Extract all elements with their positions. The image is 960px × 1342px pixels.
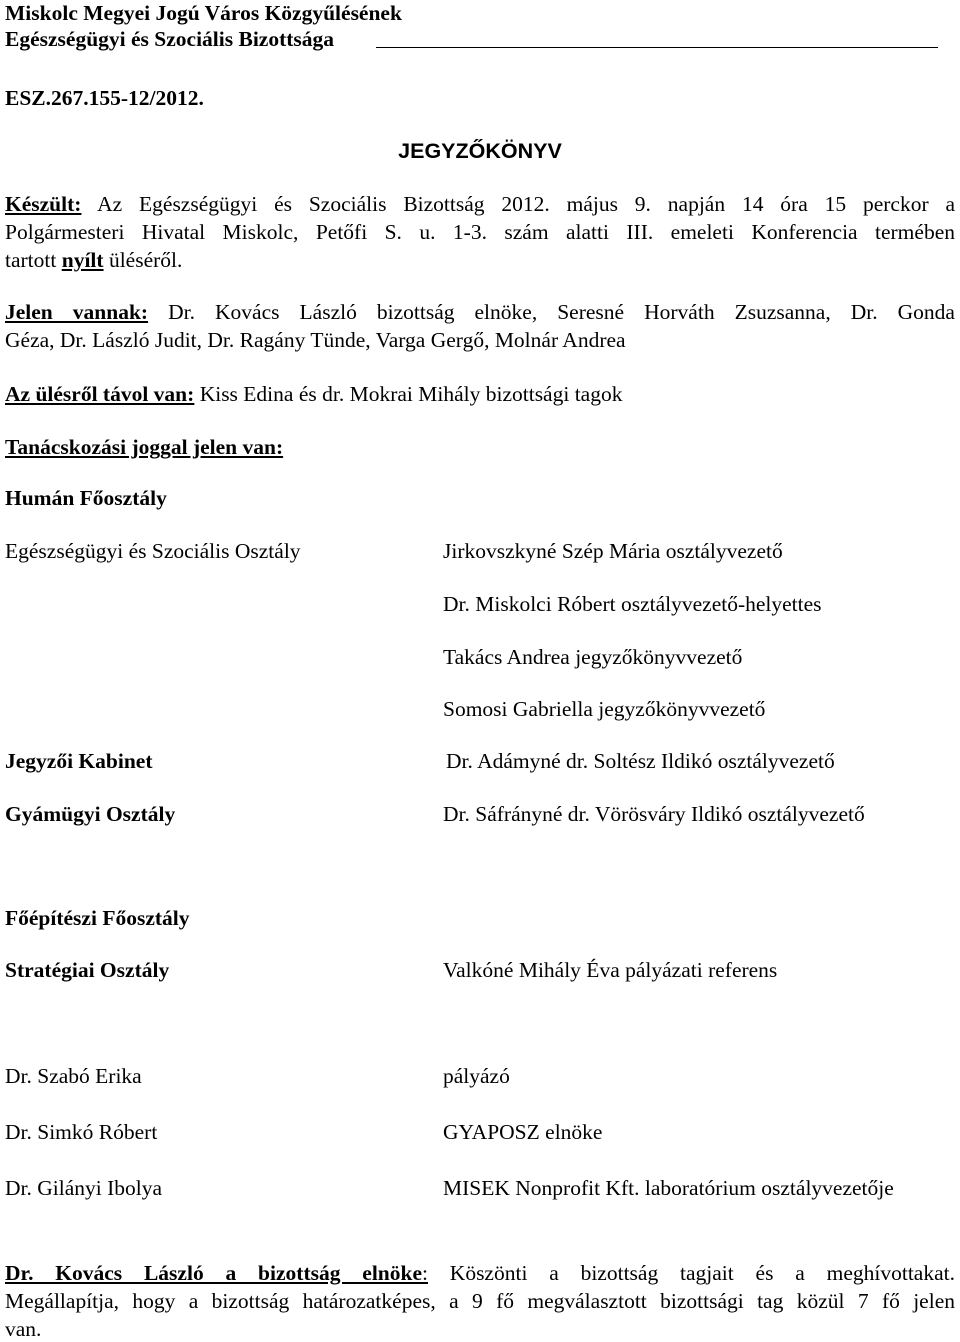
reference-number: ESZ.267.155-12/2012. — [5, 86, 204, 110]
org-line-1: Miskolc Megyei Jogú Város Közgyűlésének — [5, 1, 402, 25]
dept-health-social: Egészségügyi és Szociális Osztály — [5, 539, 301, 563]
intro-line-3 — [5, 247, 182, 273]
guest-role-3: MISEK Nonprofit Kft. laboratórium osztályvezetője — [443, 1176, 894, 1200]
absent-label: Az ülésről távol van: — [5, 382, 195, 406]
speaker-colon: : — [422, 1261, 428, 1285]
official-5: Dr. Adámyné dr. Soltész Ildikó osztályvezető — [446, 749, 835, 773]
absent-line — [5, 381, 622, 407]
intro-text-3a: tartott — [5, 248, 62, 272]
official-6: Dr. Sáfrányné dr. Vörösváry Ildikó osztályvezető — [443, 802, 865, 826]
present-label: Jelen vannak: — [5, 300, 149, 324]
intro-text-1: Az Egészségügyi és Szociális Bizottság 2012. május 9. napján 14 óra 15 perckor a — [81, 192, 955, 216]
official-1: Jirkovszkyné Szép Mária osztályvezető — [443, 539, 783, 563]
present-line-1 — [5, 299, 955, 325]
organization-name — [5, 0, 402, 52]
guest-name-2: Dr. Simkó Róbert — [5, 1120, 158, 1144]
session-type: nyílt — [61, 248, 104, 272]
intro-line-1 — [5, 191, 955, 217]
intro-line-2: Polgármesteri Hivatal Miskolc, Petőfi S. u. 1-3. szám alatti III. emeleti Konferencia termében — [5, 220, 955, 244]
official-7: Valkóné Mihály Éva pályázati referens — [443, 958, 778, 982]
guest-name-1: Dr. Szabó Erika — [5, 1064, 142, 1088]
dept-human: Humán Főosztály — [5, 486, 167, 510]
org-line-2: Egészségügyi és Szociális Bizottsága — [5, 27, 335, 51]
advisory-label: Tanácskozási joggal jelen van: — [5, 435, 284, 459]
header-underline — [376, 47, 938, 48]
official-4: Somosi Gabriella jegyzőkönyvvezető — [443, 697, 766, 721]
intro-label: Készült: — [5, 192, 82, 216]
present-line-2: Géza, Dr. László Judit, Dr. Ragány Tünde, Varga Gergő, Molnár Andrea — [5, 328, 626, 352]
intro-text-3b: üléséről. — [103, 248, 183, 272]
dept-chief-architect: Főépítészi Főosztály — [5, 906, 190, 930]
official-3: Takács Andrea jegyzőkönyvvezető — [443, 645, 743, 669]
opening-line-1 — [5, 1260, 955, 1286]
dept-strategic: Stratégiai Osztály — [5, 958, 170, 982]
opening-line-2: Megállapítja, hogy a bizottság határozatképes, a 9 fő megválasztott bizottsági tag közül 7 fő jelen — [5, 1289, 955, 1313]
chair-speaker: Dr. Kovács László a bizottság elnöke — [5, 1261, 422, 1285]
guest-role-2: GYAPOSZ elnöke — [443, 1120, 603, 1144]
guest-name-3: Dr. Gilányi Ibolya — [5, 1176, 163, 1200]
guest-role-1: pályázó — [443, 1064, 510, 1088]
document-title: JEGYZŐKÖNYV — [398, 139, 562, 163]
opening-line-3: van. — [5, 1317, 42, 1341]
official-2: Dr. Miskolci Róbert osztályvezető-helyettes — [443, 592, 822, 616]
opening-text-1: Köszönti a bizottság tagjait és a meghívottakat. — [427, 1261, 955, 1285]
absent-text: Kiss Edina és dr. Mokrai Mihály bizottsági tagok — [194, 382, 623, 406]
present-text-1: Dr. Kovács László bizottság elnöke, Seresné Horváth Zsuzsanna, Dr. Gonda — [148, 300, 955, 324]
dept-notary-cabinet: Jegyzői Kabinet — [5, 749, 153, 773]
dept-guardianship: Gyámügyi Osztály — [5, 802, 176, 826]
